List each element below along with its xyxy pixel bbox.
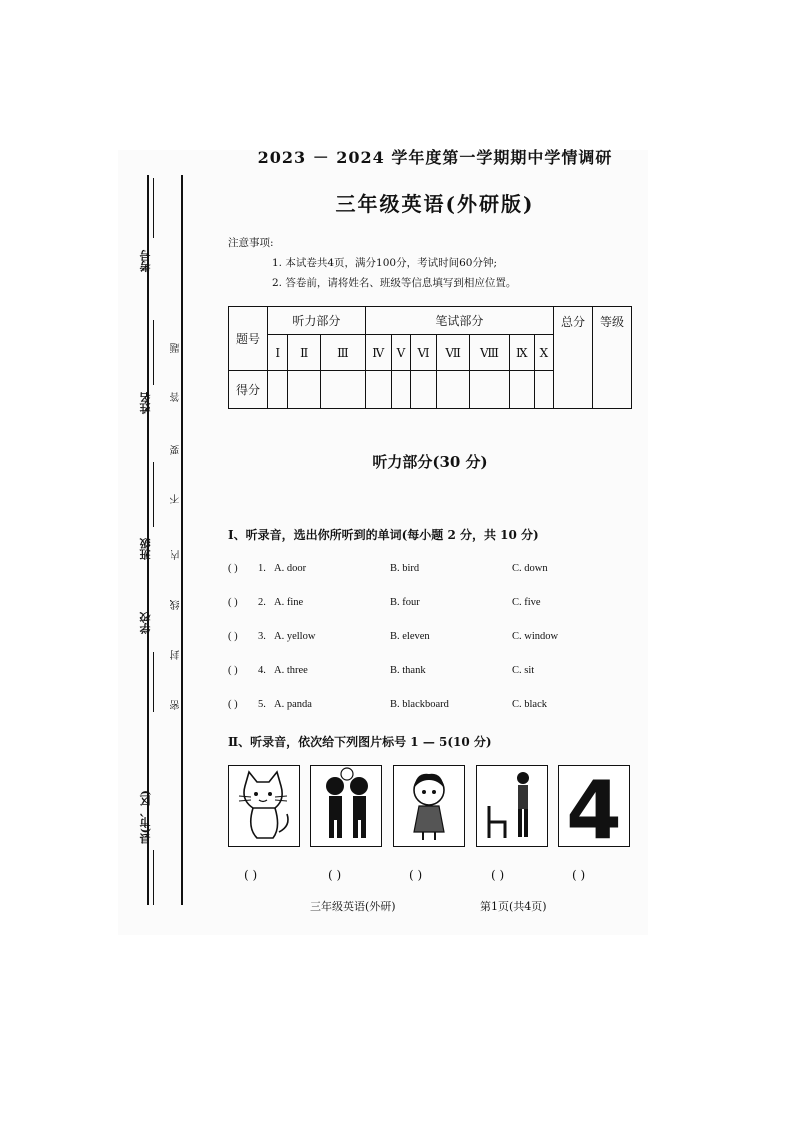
answer-paren[interactable]: ( ) bbox=[228, 597, 238, 608]
option-b: B. eleven bbox=[390, 631, 430, 642]
exam-number-blank bbox=[153, 178, 154, 238]
county-blank bbox=[153, 850, 154, 905]
col-label: Ⅲ bbox=[321, 335, 366, 371]
col-label: Ⅰ bbox=[268, 335, 288, 371]
name-label: 姓名 bbox=[139, 392, 152, 414]
score-cell[interactable] bbox=[391, 371, 410, 409]
boy-chair-picture bbox=[476, 765, 548, 847]
score-cell[interactable] bbox=[288, 371, 321, 409]
col-label: Ⅷ bbox=[470, 335, 510, 371]
question-row bbox=[228, 563, 648, 581]
option-c: C. window bbox=[512, 631, 559, 642]
name-blank bbox=[153, 320, 154, 385]
option-a: A. door bbox=[274, 563, 307, 574]
picture-answer-paren[interactable]: ( ) bbox=[572, 868, 586, 882]
notes-block bbox=[228, 233, 516, 293]
option-b: B. thank bbox=[390, 665, 426, 676]
score-cell[interactable] bbox=[321, 371, 366, 409]
part1-title: Ⅰ、听录音，选出你所听到的单词(每小题 2 分，共 10 分) bbox=[228, 528, 539, 542]
score-cell[interactable] bbox=[437, 371, 470, 409]
binding-line-inner bbox=[181, 175, 183, 905]
seal-char: 线 bbox=[171, 600, 182, 610]
footer-page: 第1页(共4页) bbox=[480, 900, 547, 913]
question-number: 3. bbox=[258, 631, 266, 642]
question-row bbox=[228, 665, 648, 683]
score-cell[interactable] bbox=[411, 371, 437, 409]
seal-char: 封 bbox=[171, 650, 182, 660]
question-number: 2. bbox=[258, 597, 266, 608]
girl-icon bbox=[394, 766, 464, 846]
option-a: A. three bbox=[274, 665, 308, 676]
option-c: C. five bbox=[512, 597, 541, 608]
picture-answer-paren[interactable]: ( ) bbox=[491, 868, 505, 882]
picture-answer-paren[interactable]: ( ) bbox=[328, 868, 342, 882]
option-c: C. down bbox=[512, 563, 548, 574]
seal-char: 题 bbox=[171, 343, 182, 353]
question-row bbox=[228, 631, 648, 649]
listening-section-title: 听力部分(30 分) bbox=[372, 453, 488, 471]
picture-answer-paren[interactable]: ( ) bbox=[244, 868, 258, 882]
grade-header: 等级 bbox=[593, 307, 632, 409]
score-cell[interactable] bbox=[268, 371, 288, 409]
question-number: 1. bbox=[258, 563, 266, 574]
score-cell[interactable] bbox=[365, 371, 391, 409]
score-cell[interactable] bbox=[509, 371, 534, 409]
col-label: Ⅸ bbox=[509, 335, 534, 371]
question-row bbox=[228, 597, 648, 615]
group-listening: 听力部分 bbox=[268, 307, 366, 335]
question-number: 5. bbox=[258, 699, 266, 710]
question-row bbox=[228, 699, 648, 717]
part2-title: Ⅱ、听录音，依次给下列图片标号 1 — 5(10 分) bbox=[228, 735, 492, 749]
option-b: B. four bbox=[390, 597, 420, 608]
notes-heading: 注意事项: bbox=[228, 237, 274, 249]
score-cell[interactable] bbox=[534, 371, 553, 409]
seal-char: 不 bbox=[171, 494, 182, 504]
number-picture bbox=[558, 765, 630, 847]
option-c: C. black bbox=[512, 699, 547, 710]
option-a: A. fine bbox=[274, 597, 304, 608]
school-blank bbox=[153, 652, 154, 712]
answer-paren[interactable]: ( ) bbox=[228, 563, 238, 574]
girl-picture bbox=[393, 765, 465, 847]
answer-paren[interactable]: ( ) bbox=[228, 665, 238, 676]
seal-char: 密 bbox=[171, 700, 182, 710]
exam-title: 2023 － 2024 学年度第一学期期中学情调研 bbox=[257, 148, 613, 167]
greeting-picture bbox=[310, 765, 382, 847]
col-label: Ⅶ bbox=[437, 335, 470, 371]
answer-paren[interactable]: ( ) bbox=[228, 631, 238, 642]
option-b: B. blackboard bbox=[390, 699, 449, 710]
footer-course: 三年级英语(外研) bbox=[310, 900, 396, 913]
total-header: 总分 bbox=[554, 307, 593, 409]
number-four-glyph: 4 bbox=[566, 766, 622, 846]
score-cell[interactable] bbox=[470, 371, 510, 409]
row-label-number: 题号 bbox=[229, 307, 268, 371]
question-number: 4. bbox=[258, 665, 266, 676]
cat-picture bbox=[228, 765, 300, 847]
answer-paren[interactable]: ( ) bbox=[228, 699, 238, 710]
people-icon bbox=[311, 766, 381, 846]
seal-char: 内 bbox=[171, 550, 182, 560]
col-label: Ⅵ bbox=[411, 335, 437, 371]
number-four-icon bbox=[559, 766, 629, 846]
col-label: Ⅳ bbox=[365, 335, 391, 371]
exam-number-label: 考号 bbox=[139, 250, 152, 272]
cat-icon bbox=[229, 766, 299, 846]
county-label: 县(市、区) bbox=[139, 790, 152, 845]
option-a: A. panda bbox=[274, 699, 312, 710]
option-a: A. yellow bbox=[274, 631, 316, 642]
group-writing: 笔试部分 bbox=[365, 307, 553, 335]
score-table bbox=[228, 306, 632, 409]
col-label: Ⅹ bbox=[534, 335, 553, 371]
picture-answer-paren[interactable]: ( ) bbox=[409, 868, 423, 882]
row-label-score: 得分 bbox=[229, 371, 268, 409]
school-label: 学校 bbox=[139, 612, 152, 634]
option-b: B. bird bbox=[390, 563, 420, 574]
notes-item: 1. 本试卷共4页，满分100分，考试时间60分钟; bbox=[272, 257, 497, 269]
class-blank bbox=[153, 462, 154, 527]
col-label: Ⅴ bbox=[391, 335, 410, 371]
boy-chair-icon bbox=[477, 766, 547, 846]
col-label: Ⅱ bbox=[288, 335, 321, 371]
class-label: 班级 bbox=[139, 538, 152, 560]
seal-char: 要 bbox=[171, 445, 182, 455]
seal-char: 答 bbox=[171, 392, 182, 402]
exam-subtitle: 三年级英语(外研版) bbox=[335, 192, 535, 216]
notes-item: 2. 答卷前，请将姓名、班级等信息填写到相应位置。 bbox=[272, 277, 517, 289]
option-c: C. sit bbox=[512, 665, 535, 676]
